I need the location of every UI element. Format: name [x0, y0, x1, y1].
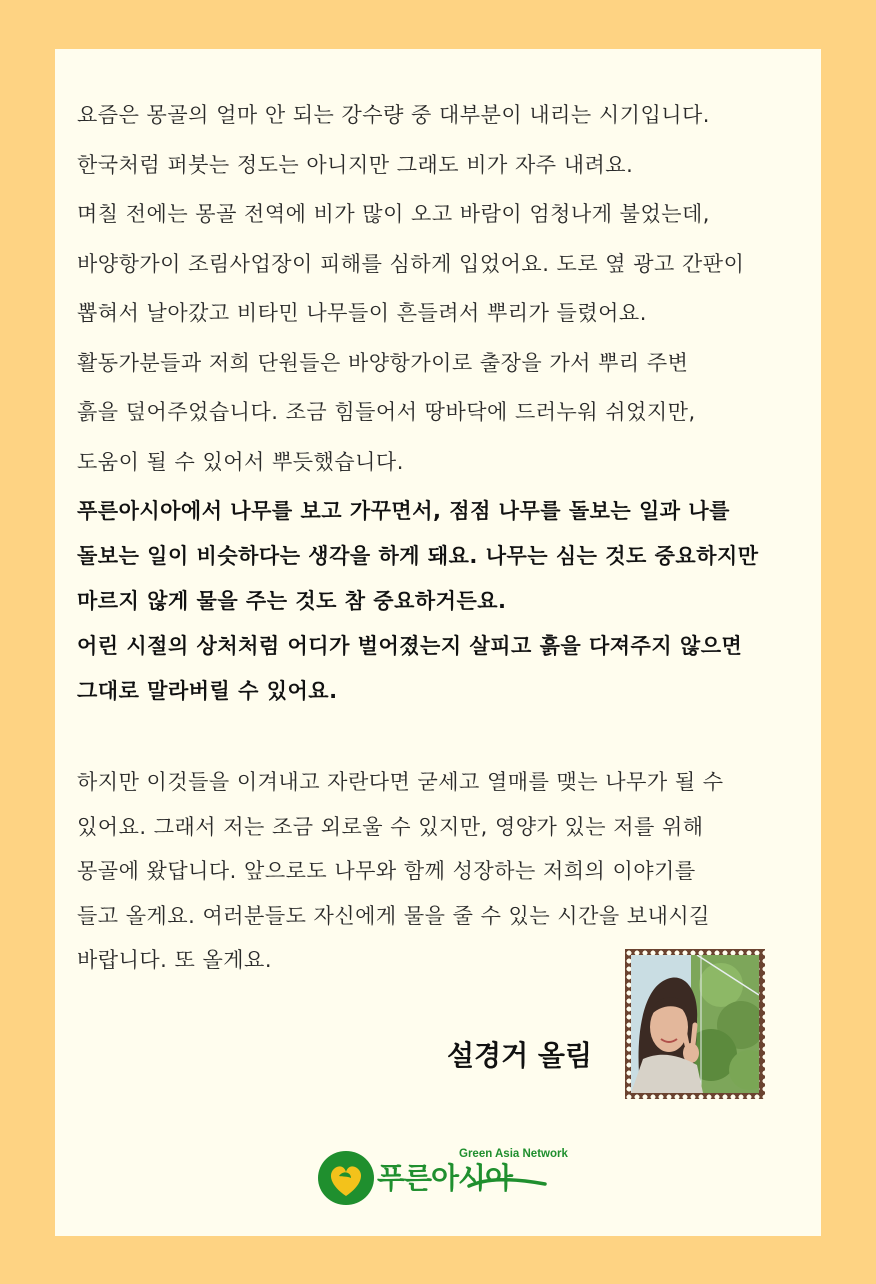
letter-line: 돌보는 일이 비슷하다는 생각을 하게 돼요. 나무는 심는 것도 중요하지만 — [77, 544, 759, 568]
letter-line: 있어요. 그래서 저는 조금 외로울 수 있지만, 영양가 있는 저를 위해 — [77, 814, 704, 839]
heart-leaf-icon — [317, 1150, 375, 1206]
letter-paragraph-2-emphasis — [77, 489, 807, 714]
logo-english-text: Green Asia Network — [459, 1148, 568, 1160]
letter-line: 하지만 이것들을 이겨내고 자란다면 굳세고 열매를 맺는 나무가 될 수 — [77, 770, 724, 794]
letter-line: 한국처럼 퍼붓는 정도는 아니지만 그래도 비가 자주 내려요. — [77, 152, 634, 177]
letter-line: 요즘은 몽골의 얼마 안 되는 강수량 중 대부분이 내리는 시기입니다. — [77, 103, 710, 127]
logo-korean-text: 푸른아시아 — [377, 1161, 513, 1195]
green-asia-logo — [317, 1146, 568, 1211]
signature: 설경거 올림 — [447, 1039, 592, 1072]
author-photo — [631, 955, 759, 1093]
photo-stamp — [625, 949, 765, 1099]
letter-line: 들고 올게요. 여러분들도 자신에게 물을 줄 수 있는 시간을 보내시길 — [77, 903, 710, 928]
letter-line: 며칠 전에는 몽골 전역에 비가 많이 오고 바람이 엄청나게 불었는데, — [77, 202, 710, 226]
letter-line: 그대로 말라버릴 수 있어요. — [77, 679, 338, 703]
letter-line: 도움이 될 수 있어서 뿌듯했습니다. — [77, 449, 404, 474]
letter-line: 활동가분들과 저희 단원들은 바양항가이로 출장을 가서 뿌리 주변 — [77, 350, 689, 375]
swoosh-icon — [467, 1174, 547, 1194]
letter-line: 몽골에 왔답니다. 앞으로도 나무와 함께 성장하는 저희의 이야기를 — [77, 859, 696, 884]
letter-line: 바랍니다. 또 올게요. — [77, 948, 272, 973]
letter-line: 푸른아시아에서 나무를 보고 가꾸면서, 점점 나무를 돌보는 일과 나를 — [77, 499, 730, 523]
letter-line: 바양항가이 조림사업장이 피해를 심하게 입었어요. 도로 옆 광고 간판이 — [77, 251, 745, 276]
letter-paper — [55, 49, 821, 1236]
letter-line: 마르지 않게 물을 주는 것도 참 중요하거든요. — [77, 589, 507, 613]
author-photo-image — [631, 955, 759, 1093]
letter-paragraph-1 — [77, 91, 807, 487]
letter-line: 흙을 덮어주었습니다. 조금 힘들어서 땅바닥에 드러누워 쉬었지만, — [77, 400, 696, 424]
letter-line: 어린 시절의 상처처럼 어디가 벌어졌는지 살피고 흙을 다져주지 않으면 — [77, 634, 743, 658]
letter-line: 뽑혀서 날아갔고 비타민 나무들이 흔들려서 뿌리가 들렸어요. — [77, 301, 647, 325]
